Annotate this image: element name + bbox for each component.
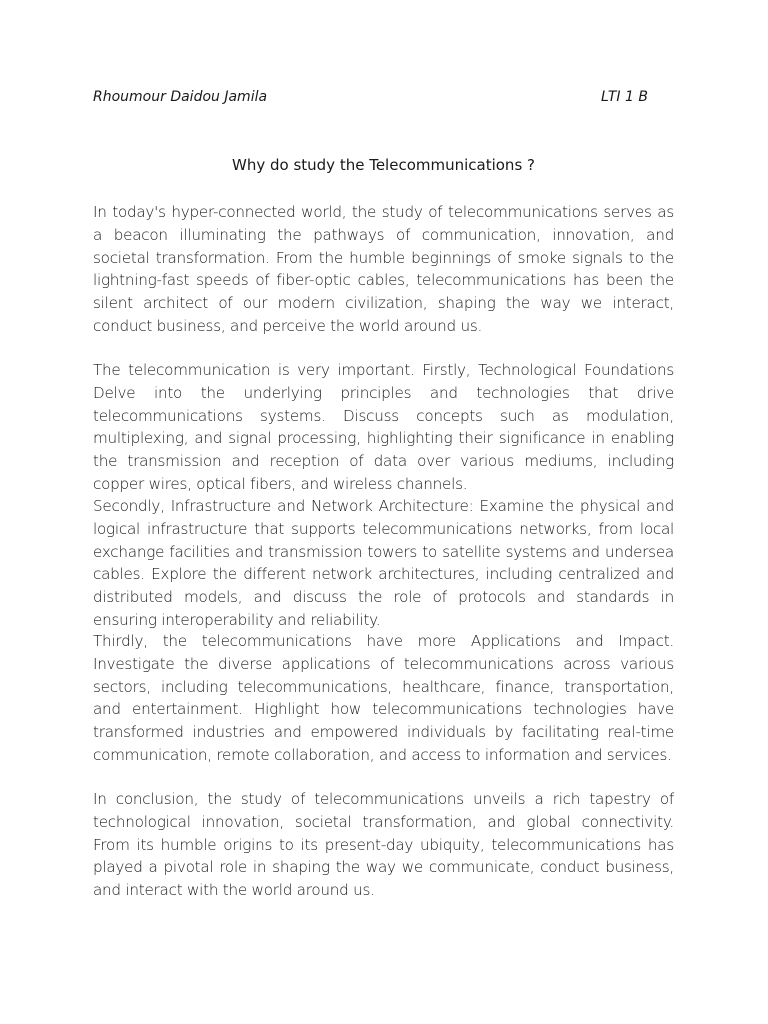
paragraph-technological-foundations: The telecommunication is very important. Firstly, Technological Foundations Delve into the underlying principles and technologies that drive telecommunications systems. Discuss concepts such as modulation, multiplexing, and signal processing, highlighting their significance in enabling the transmission and reception of data over various mediums, including copper wires, optical fibers, and wireless channels. bbox=[93, 361, 674, 493]
class-label: LTI 1 B bbox=[601, 89, 648, 105]
document-title: Why do study the Telecommunications ? bbox=[232, 156, 535, 174]
paragraph-applications: Thirdly, the telecommunications have more Applications and Impact. Investigate the diverse applications of telecommunications across various sectors, including telecommunications, healthcare, finance, transportation, and entertainment. Highlight how telecommunications technologies have transformed industries and empowered individuals by facilitating real-time communication, remote collaboration, and access to information and services. bbox=[93, 632, 674, 764]
paragraph-conclusion: In conclusion, the study of telecommunications unveils a rich tapestry of technological innovation, societal transformation, and global connectivity. From its humble origins to its present-day ubiquity, telecommunications has played a pivotal role in shaping the way we communicate, conduct business, and interact with the world around us. bbox=[93, 790, 674, 900]
paragraph-introduction: In today's hyper-connected world, the study of telecommunications serves as a beacon illuminating the pathways of communication, innovation, and societal transformation. From the humble beginnings of smoke signals to the lightning-fast speeds of fiber-optic cables, telecommunications has been the silent architect of our modern civilization, shaping the way we interact, conduct business, and perceive the world around us. bbox=[93, 203, 674, 335]
paragraph-infrastructure: Secondly, Infrastructure and Network Architecture: Examine the physical and logical infrastructure that supports telecommunications networks, from local exchange facilities and transmission towers to satellite systems and undersea cables. Explore the different network architectures, including centralized and distributed models, and discuss the role of protocols and standards in ensuring interoperability and reliability. bbox=[93, 497, 674, 629]
author-name: Rhoumour Daidou Jamila bbox=[93, 89, 268, 105]
